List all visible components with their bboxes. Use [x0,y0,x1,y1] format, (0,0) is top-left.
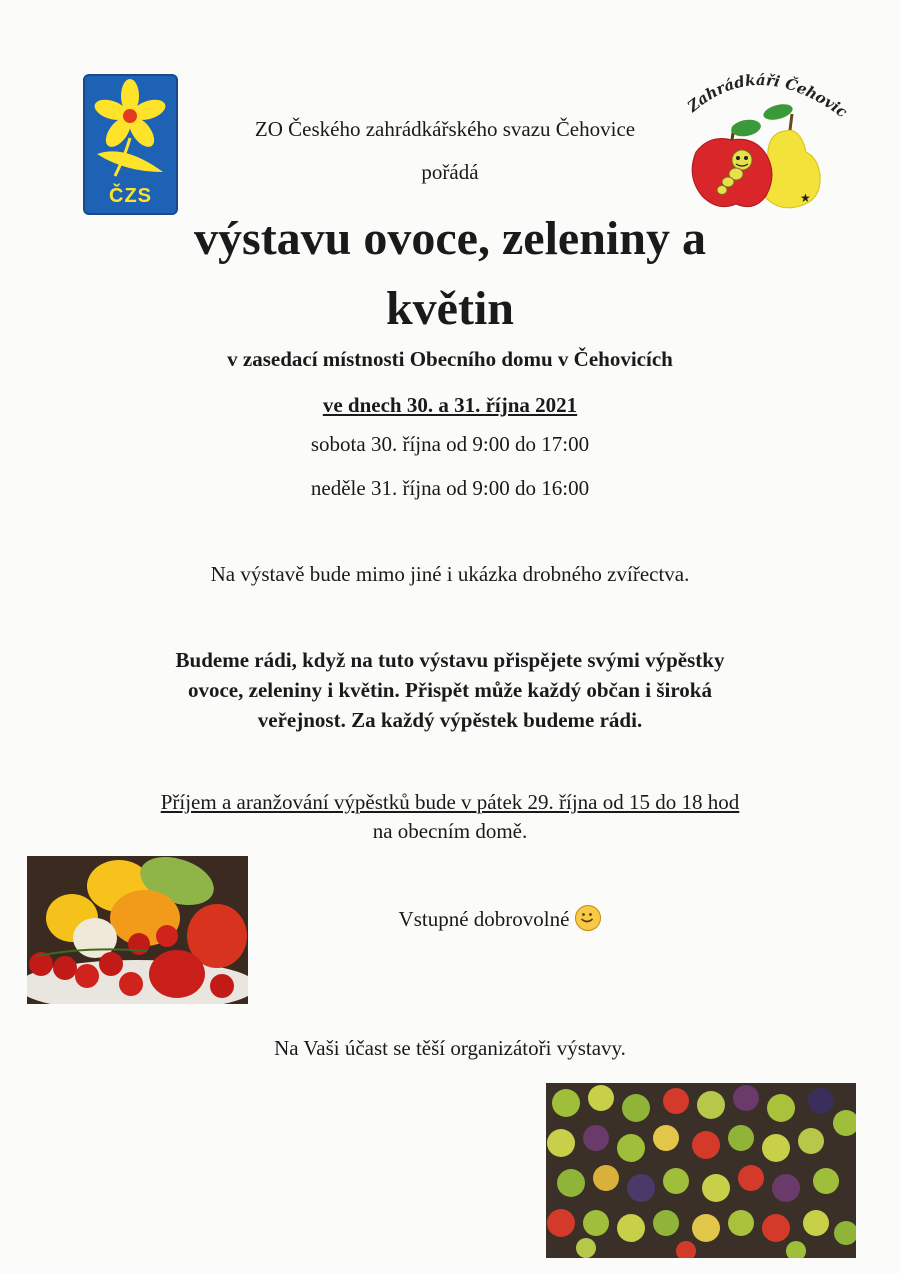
organizer-line: ZO Českého zahrádkářského svazu Čehovice [254,117,636,141]
intake-line-1: Příjem a aranžování výpěstků bude v pátek 29. října od 15 do 18 hod [160,790,740,814]
invitation-paragraph [120,645,780,735]
sunday-hours: neděle 31. října od 9:00 do 16:00 [310,476,590,500]
logo-arc-text: Zahrádkáři Čehovic [683,70,851,122]
intake-line-2: na obecním domě. [372,819,528,843]
organizes-line: pořádá [421,160,479,184]
svg-text:★: ★ [800,191,811,205]
entry-line [250,905,750,932]
entry-text: Vstupné dobrovolné [398,907,570,931]
animals-note: Na výstavě bude mimo jiné i ukázka drobného zvířectva. [210,562,690,586]
czs-logo [83,74,178,215]
invitation-line-1: Budeme rádi, když na tuto výstavu přispějete svými výpěstky [175,648,725,672]
invitation-line-2: ovoce, zeleniny i květin. Přispět může každý občan i široká [187,678,712,702]
closing-line: Na Vaši účast se těší organizátoři výstavy. [274,1036,626,1060]
invitation-line-3: veřejnost. Za každý výpěstek budeme rádi. [257,708,643,732]
fruit-photo [546,1083,856,1258]
title-line-2: květin [385,282,514,335]
czs-logo-label: ČZS [109,185,152,207]
smiley-icon [575,905,601,931]
dates-line: ve dnech 30. a 31. října 2021 [322,393,578,417]
title-line-1: výstavu ovoce, zeleniny a [194,212,706,265]
svg-text:Zahrádkáři Čehovice [670,60,851,121]
saturday-hours: sobota 30. října od 9:00 do 17:00 [310,432,590,456]
venue-line: v zasedací místnosti Obecního domu v Čehovicích [227,347,673,371]
vegetables-photo [27,856,248,1004]
event-title [0,208,900,340]
